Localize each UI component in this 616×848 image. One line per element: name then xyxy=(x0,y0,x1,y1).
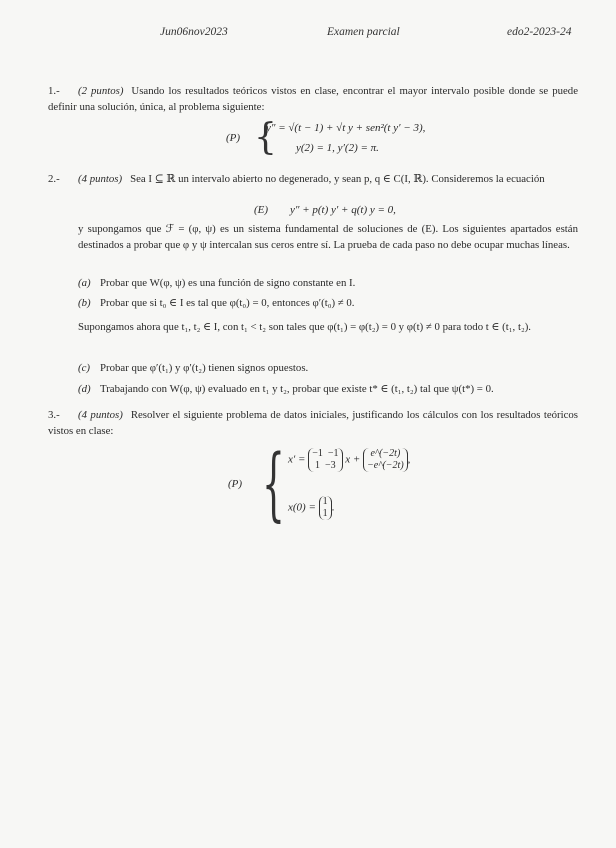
problem-1-points: (2 puntos) xyxy=(78,85,124,97)
header-title: Examen parcial xyxy=(327,26,400,38)
problem-2-equation xyxy=(254,204,454,220)
problem-2-item-a xyxy=(78,276,578,291)
problem-2 xyxy=(48,172,578,188)
eq-end: , xyxy=(407,453,411,466)
item-a-label: (a) xyxy=(78,277,91,289)
vector-b xyxy=(363,448,408,472)
problem-2-item-b xyxy=(78,296,578,311)
item-c-label: (c) xyxy=(78,362,90,374)
problem-2-eq: y″ + p(t) y′ + q(t) y = 0, xyxy=(290,204,396,216)
problem-1-number: 1.- xyxy=(48,85,60,97)
problem-2-mid: Supongamos ahora que t₁, t₂ ∈ I, con t₁ < t₂ son tales que φ(t₁) = φ(t₂) = 0 y φ(t) ≠ 0 para todo t ∈ (t₁, t₂). xyxy=(78,321,531,333)
item-d-label: (d) xyxy=(78,383,91,395)
item-d-text: Trabajando con W(φ, ψ) evaluado en t₁ y t₂, probar que existe t* ∈ (t₁, t₂) tal que ψ(t*) = 0. xyxy=(100,383,494,395)
v2: −e^(−2t) xyxy=(367,460,404,471)
brace-icon: { xyxy=(254,117,277,158)
problem-2-eq-label: (E) xyxy=(254,204,269,216)
problem-1 xyxy=(48,84,578,115)
item-b-label: (b) xyxy=(78,297,91,309)
eq-mid: x + xyxy=(345,453,361,466)
header-date: Jun06nov2023 xyxy=(160,26,228,38)
problem-1-system xyxy=(226,117,476,160)
problem-2-intro: Sea I ⊆ ℝ un intervalo abierto no degenerado, y sean p, q ∈ C(I, ℝ). Consideremos la ecuación xyxy=(130,173,545,185)
problem-3-points: (4 puntos) xyxy=(78,409,123,421)
item-b-text: Probar que si t₀ ∈ I es tal que φ(t₀) = 0, entonces φ′(t₀) ≠ 0. xyxy=(100,297,355,309)
ic-end: . xyxy=(331,501,335,514)
m11: −1 xyxy=(312,448,323,459)
item-c-text: Probar que φ′(t₁) y φ′(t₂) tienen signos opuestos. xyxy=(100,362,309,374)
problem-1-text: Usando los resultados teóricos vistos en clase, encontrar el mayor intervalo posible donde se puede definir una solución, única, al problema siguiente: xyxy=(48,85,578,113)
problem-3-equation xyxy=(288,448,410,472)
m22: −3 xyxy=(325,460,336,471)
problem-2-text2: y supongamos que ℱ = (φ, ψ) es un sistema fundamental de soluciones de (E). Los siguientes apartados están destinados a probar que φ y ψ intercalan sus ceros entre sí. La prueba de cada paso no debe ocupar muchas líneas. xyxy=(78,223,578,251)
problem-2-item-c xyxy=(78,361,578,376)
ic-lhs: x(0) = xyxy=(288,501,316,514)
problem-3-system xyxy=(228,437,488,530)
problem-1-eq2: y(2) = 1, y′(2) = π. xyxy=(296,142,379,154)
header-course: edo2-2023-24 xyxy=(507,26,572,38)
problem-3 xyxy=(48,408,578,439)
problem-1-eq1: y″ = √(t − 1) + √t y + sen²(t y′ − 3), xyxy=(266,122,426,134)
problem-2-points: (4 puntos) xyxy=(78,173,123,185)
eq-lhs: x′ = xyxy=(288,453,306,466)
ic1: 1 xyxy=(322,496,328,507)
problem-2-item-d xyxy=(78,382,578,397)
m12: −1 xyxy=(327,448,339,459)
vector-ic xyxy=(319,496,332,520)
problem-1-label: (P) xyxy=(226,132,241,144)
problem-3-number: 3.- xyxy=(48,409,60,421)
item-a-text: Probar que W(φ, ψ) es una función de signo constante en I. xyxy=(100,277,356,289)
ic2: 1 xyxy=(322,508,328,519)
m21: 1 xyxy=(315,460,321,471)
brace-large-icon: { xyxy=(262,437,285,530)
v1: e^(−2t) xyxy=(370,448,401,459)
problem-2-number: 2.- xyxy=(48,173,60,185)
problem-3-initial-condition xyxy=(288,496,334,520)
matrix-a xyxy=(308,448,342,472)
problem-3-text: Resolver el siguiente problema de datos iniciales, justificando los cálculos con los resultados teóricos vistos en clase: xyxy=(48,409,578,437)
problem-3-label: (P) xyxy=(228,478,243,490)
